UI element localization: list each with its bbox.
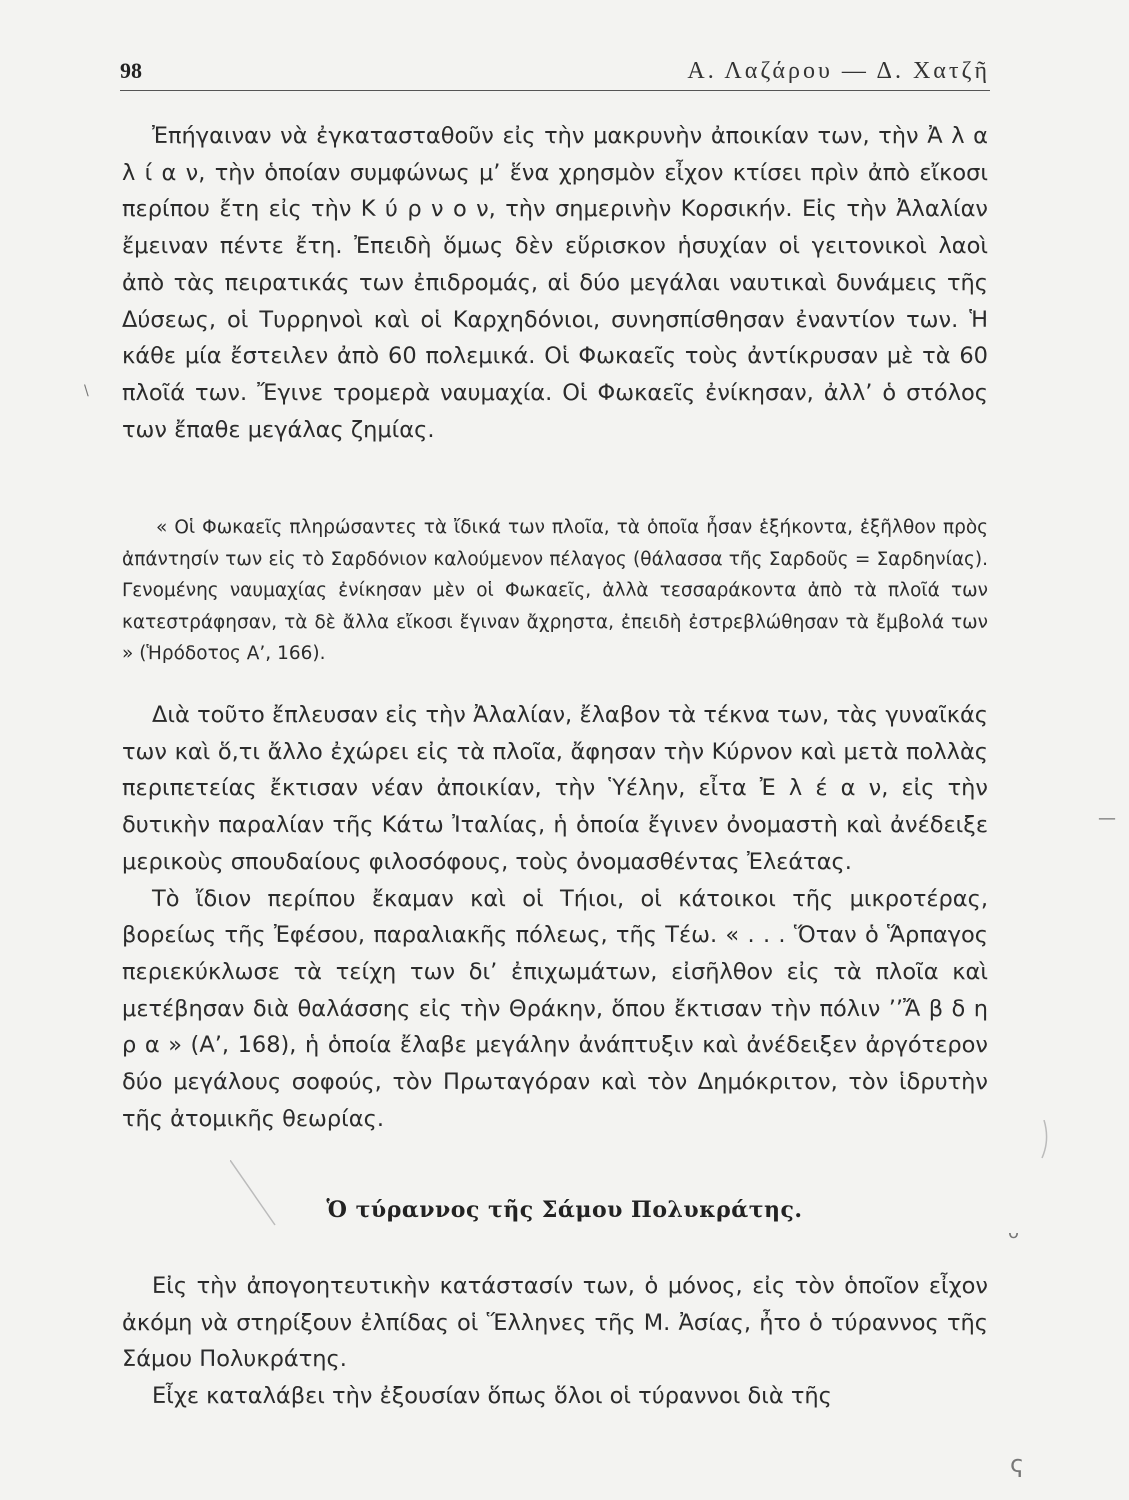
pencil-stroke-icon bbox=[230, 1160, 280, 1230]
running-head: Α. Λαζάρου — Δ. Χατζῆ bbox=[687, 58, 990, 84]
scan-mark: ҁ bbox=[1010, 1450, 1024, 1478]
quotation-block bbox=[122, 512, 988, 670]
scan-mark: ᴗ bbox=[1008, 1222, 1020, 1243]
text-block-middle bbox=[122, 697, 988, 1137]
page-number: 98 bbox=[120, 58, 142, 83]
scan-mark: — bbox=[1098, 808, 1116, 829]
paragraph: Εἶχε καταλάβει τὴν ἐξουσίαν ὅπως ὅλοι οἱ τύραννοι διὰ τῆς bbox=[152, 1383, 832, 1410]
paragraph: Διὰ τοῦτο ἔπλευσαν εἰς τὴν Ἀλαλίαν, ἔλαβον τὰ τέκνα των, τὰς γυναῖκάς των καὶ ὅ,τι ἄλλο ἐχώρει εἰς τὰ πλοῖα, ἄφησαν τὴν Κύρνον καὶ μετὰ πολλὰς περιπετείας ἔκτισαν νέαν ἀποικίαν, τὴν Ὑέλην, εἶτα Ἐ λ έ α ν, εἰς τὴν δυτικὴν παραλίαν τῆς Κάτω Ἰταλίας, ἡ ὁποία ἔγινεν ὀνομαστὴ καὶ ἀνέδειξε μερικοὺς σπουδαίους φιλοσόφους, τοὺς ὀνομασθέντας Ἐλεάτας. bbox=[122, 702, 988, 875]
section-heading: Ὁ τύραννος τῆς Σάμου Πολυκράτης. bbox=[326, 1197, 803, 1223]
text-block-bottom bbox=[122, 1268, 988, 1415]
quotation-text: « Οἱ Φωκαεῖς πληρώσαντες τὰ ἴδικά των πλοῖα, τὰ ὁποῖα ἦσαν ἑξήκοντα, ἐξῆλθον πρὸς ἀπάντησίν των εἰς τὸ Σαρδόνιον καλούμενον πέλαγος (θάλασσα τῆς Σαρδοῦς = Σαρδηνίας). Γενομένης ναυμαχίας ἐνίκησαν μὲν οἱ Φωκαεῖς, ἀλλὰ τεσσαράκοντα ἀπὸ τὰ πλοῖά των κατεστράφησαν, τὰ δὲ ἄλλα εἴκοσι ἔγιναν ἄχρηστα, ἐπειδὴ ἐστρεβλώθησαν τὰ ἔμβολά των » (Ἡρόδοτος Α’, 166). bbox=[122, 517, 988, 664]
page-header bbox=[120, 58, 990, 91]
paragraph: Ἐπήγαιναν νὰ ἐγκατασταθοῦν εἰς τὴν μακρυνὴν ἀποικίαν των, τὴν Ἀ λ α λ ί α ν, τὴν ὁποίαν συμφώνως μ’ ἕνα χρησμὸν εἶχον κτίσει πρὶν ἀπὸ εἴκοσι περίπου ἔτη εἰς τὴν Κ ύ ρ ν ο ν, τὴν σημερινὴν Κορσικήν. Εἰς τὴν Ἀλαλίαν ἔμειναν πέντε ἔτη. Ἐπειδὴ ὅμως δὲν εὕρισκον ἡσυχίαν οἱ γειτονικοὶ λαοὶ ἀπὸ τὰς πειρατικάς των ἐπιδρομάς, αἱ δύο μεγάλαι ναυτικαὶ δυνάμεις τῆς Δύσεως, οἱ Τυρρηνοὶ καὶ οἱ Καρχηδόνιοι, συνησπίσθησαν ἐναντίον των. Ἡ κάθε μία ἔστειλεν ἀπὸ 60 πολεμικά. Οἱ Φωκαεῖς τοὺς ἀντίκρυσαν μὲ τὰ 60 πλοῖά των. Ἔγινε τρομερὰ ναυμαχία. Οἱ Φωκαεῖς ἐνίκησαν, ἀλλ’ ὁ στόλος των ἔπαθε μεγάλας ζημίας. bbox=[122, 123, 988, 443]
scan-mark: \ bbox=[84, 383, 89, 399]
pencil-stroke-icon bbox=[1036, 1120, 1056, 1160]
paragraph: Τὸ ἴδιον περίπου ἔκαμαν καὶ οἱ Τήιοι, οἱ κάτοικοι τῆς μικροτέρας, βορείως τῆς Ἐφέσου, παραλιακῆς πόλεως, τῆς Τέω. « . . . Ὅταν ὁ Ἅρπαγος περιεκύκλωσε τὰ τείχη των δι’ ἐπιχωμάτων, εἰσῆλθον εἰς τὰ πλοῖα καὶ μετέβησαν διὰ θαλάσσης εἰς τὴν Θράκην, ὅπου ἔκτισαν τὴν πόλιν ’’Ἄ β δ η ρ α » (Α’, 168), ἡ ὁποία ἔλαβε μεγάλην ἀνάπτυξιν καὶ ἀνέδειξεν ἀργότερον δύο μεγάλους σοφούς, τὸν Πρωταγόραν καὶ τὸν Δημόκριτον, τὸν ἱδρυτὴν τῆς ἀτομικῆς θεωρίας. bbox=[122, 885, 988, 1132]
text-block-top bbox=[122, 118, 988, 448]
paragraph: Εἰς τὴν ἀπογοητευτικὴν κατάστασίν των, ὁ μόνος, εἰς τὸν ὁποῖον εἶχον ἀκόμη νὰ στηρίξουν ἐλπίδας οἱ Ἕλληνες τῆς Μ. Ἀσίας, ἦτο ὁ τύραννος τῆς Σάμου Πολυκράτης. bbox=[122, 1273, 988, 1373]
